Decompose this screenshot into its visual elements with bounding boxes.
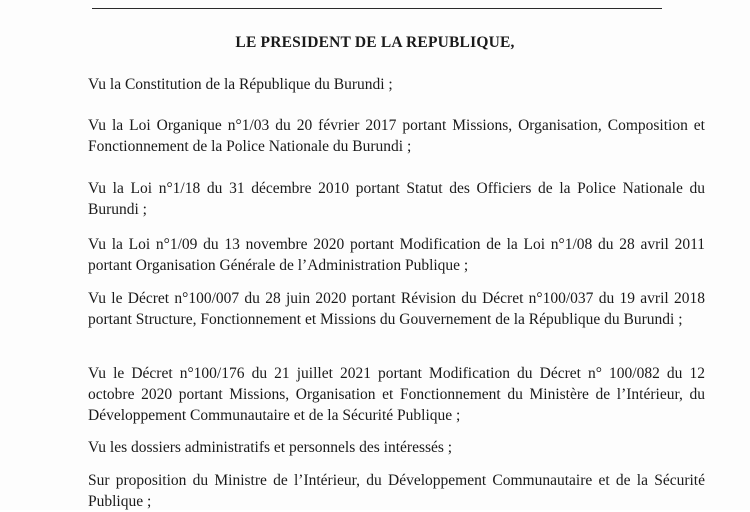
paragraph-loi-organique: Vu la Loi Organique n°1/03 du 20 février 2017 portant Missions, Organisation, Composition et Fonctionnement de la Police Nationale du Burundi ; — [88, 117, 705, 155]
paragraph-dossiers: Vu les dossiers administratifs et personnels des intéressés ; — [88, 439, 453, 456]
paragraph-decret-ministere: Vu le Décret n°100/176 du 21 juillet 2021 portant Modification du Décret n° 100/082 du 12 octobre 2020 portant Missions, Organisation et Fonctionnement du Ministère de l’Intérieur, du Développement Communautaire et de la Sécurité Publique ; — [88, 365, 705, 424]
paragraph-loi-statut-officiers: Vu la Loi n°1/18 du 31 décembre 2010 portant Statut des Officiers de la Police Nationale du Burundi ; — [88, 180, 705, 218]
paragraph-proposition: Sur proposition du Ministre de l’Intérieur, du Développement Communautaire et de la Sécurité Publique ; — [88, 472, 705, 510]
paragraph-loi-administration: Vu la Loi n°1/09 du 13 novembre 2020 portant Modification de la Loi n°1/08 du 28 avril 2011 portant Organisation Générale de l’Administration Publique ; — [88, 236, 705, 274]
top-divider — [92, 8, 662, 9]
paragraph-decret-gouvernement: Vu le Décret n°100/007 du 28 juin 2020 portant Révision du Décret n°100/037 du 19 avril 2018 portant Structure, Fonctionnement et Missions du Gouvernement de la République du Burundi ; — [88, 290, 705, 328]
document-title: LE PRESIDENT DE LA REPUBLIQUE, — [235, 34, 515, 51]
paragraph-constitution: Vu la Constitution de la République du Burundi ; — [88, 76, 393, 93]
